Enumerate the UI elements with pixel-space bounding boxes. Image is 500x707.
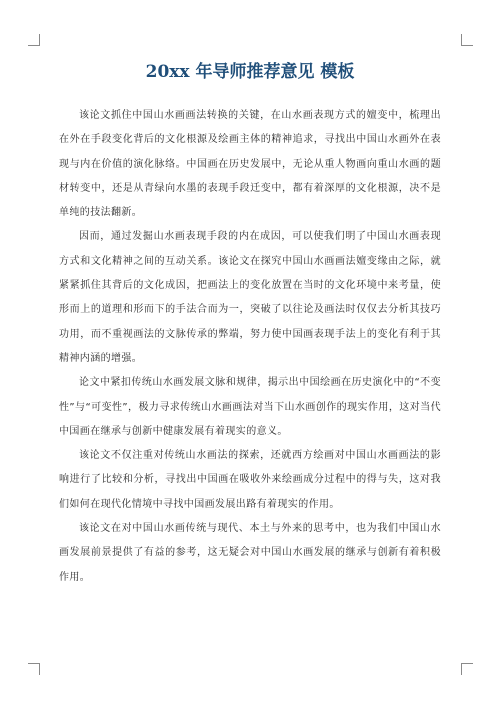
paragraph-3: 论文中紧扣传统山水画发展文脉和规律，揭示出中国绘画在历史演化中的“不变性”与“可变性”，极力寻求传统山水画画法对当下山水画创作的现实作用，这对当代中国画在继承与创新中健康发展有着现实的意义。 [59, 377, 441, 437]
paragraph-2: 因而，通过发掘山水画表现手段的内在成因，可以使我们明了中国山水画表现方式和文化精神之间的互动关系。该论文在探究中国山水画画法嬗变缘由之际，就紧紧抓住其背后的文化成因，把画法上的变化放置在当时的文化环境中来考量，使形而上的道理和形而下的手法合而为一，突破了以往论及画法时仅仅去分析其技巧功用，而不重视画法的文脉传承的弊端，努力使中国画表现手法上的变化有利于其精神内涵的增强。 [59, 231, 441, 364]
document-title: 20xx 年导师推荐意见 模板 [145, 62, 355, 82]
crop-mark-bottom-right [461, 663, 473, 675]
paragraph-4: 该论文不仅注重对传统山水画法的探索，还就西方绘画对中国山水画画法的影响进行了比较和分析，寻找出中国画在吸收外来绘画成分过程中的得与失，这对我们如何在现代化情境中寻找中国画发展出路有着现实的作用。 [59, 450, 441, 510]
document-body [59, 104, 441, 590]
paragraph-5: 该论文在对中国山水画传统与现代、本土与外来的思考中，也为我们中国山水画发展前景提供了有益的参考，这无疑会对中国山水画发展的继承与创新有着积极作用。 [59, 523, 441, 583]
crop-mark-top-left [28, 34, 40, 46]
crop-mark-top-right [461, 34, 473, 46]
crop-mark-bottom-left [28, 663, 40, 675]
paragraph-1: 该论文抓住中国山水画画法转换的关键，在山水画表现方式的嬗变中，梳理出在外在手段变化背后的文化根源及绘画主体的精神追求，寻找出中国山水画外在表现与内在价值的演化脉络。中国画在历史发展中，无论从重人物画向重山水画的题材转变中，还是从青绿向水墨的表现手段迁变中，都有着深厚的文化根源，决不是单纯的技法翻新。 [59, 110, 441, 219]
